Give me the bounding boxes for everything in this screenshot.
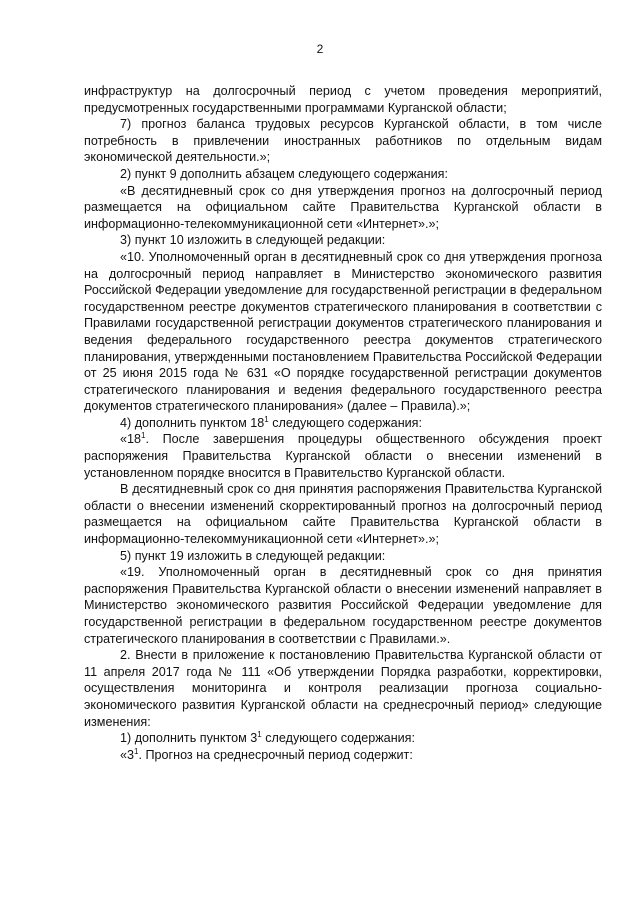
paragraph-quote-9: «В десятидневный срок со дня утверждения прогноз на долгосрочный период размещается на официальном сайте Правительства Курганской области в информационно-телекоммуникационной сети «Интернет».»; (84, 183, 602, 231)
superscript-index: 1 (257, 729, 262, 739)
paragraph-s2-amend-1 (84, 730, 602, 747)
paragraph-amend-4 (84, 415, 602, 432)
paragraph-section-2: 2. Внести в приложение к постановлению Правительства Курганской области от 11 апреля 2017 года № 111 «Об утверждении Порядка разработки, корректировки, осуществления мониторинга и контроля реализации прогноза социально-экономического развития Курганской области на среднесрочный период» следующие изменения: (84, 648, 602, 729)
superscript-index: 1 (264, 414, 269, 424)
paragraph-quote-10: «10. Уполномоченный орган в десятидневный срок со дня утверждения прогноза на долгосрочный период направляет в Министерство экономического развития Российской Федерации уведомление для государственной регистрации в федеральном государственном реестре документов стратегического планирования в соответствии с Правилами государственной регистрации документов стратегического планирования и ведения федерального государственного реестра документов стратегического планирования, утвержденными постановлением Правительства Российской Федерации от 25 июня 2015 года № 631 «О порядке государственной регистрации документов стратегического планирования и ведения федерального государственного реестра документов стратегического планирования» (далее – Правила).»; (84, 249, 602, 414)
paragraph-text-before: «18 (120, 432, 142, 447)
superscript-index: 1 (134, 746, 139, 756)
paragraph-quote-3-1 (84, 747, 602, 764)
paragraph-text-before: 1) дополнить пунктом 3 (120, 731, 258, 746)
paragraph-quote-19: «19. Уполномоченный орган в десятидневный срок со дня принятия распоряжения Правительства Курганской области о внесении изменений направляет в Министерство экономического развития Российской Федерации уведомление для государственной регистрации в федеральном государственном реестре документов стратегического планирования в соответствии с Правилами.». (84, 565, 602, 646)
paragraph-item-7: 7) прогноз баланса трудовых ресурсов Курганской области, в том числе потребность в привлечении иностранных работников по отдельным видам экономической деятельности.»; (84, 117, 602, 165)
superscript-index: 1 (141, 431, 146, 441)
paragraph-quote-18-1-b: В десятидневный срок со дня принятия распоряжения Правительства Курганской области о внесении изменений скорректированный прогноз на долгосрочный период размещается на официальном сайте Правительства Курганской области в информационно-телекоммуникационной сети «Интернет».»; (84, 482, 602, 547)
paragraph-quote-18-1 (84, 431, 602, 481)
paragraph-amend-3: 3) пункт 10 изложить в следующей редакции: (120, 233, 386, 248)
paragraph-cont-infrastructure: инфраструктур на долгосрочный период с учетом проведения мероприятий, предусмотренных государственными программами Курганской области; (84, 84, 602, 115)
paragraph-text-after: . После завершения процедуры общественного обсуждения проект распоряжения Правительства Курганской области о внесении изменений в установленном порядке вносится в Правительство Курганской области. (84, 432, 602, 480)
document-body (84, 83, 602, 763)
paragraph-text-after: следующего содержания: (268, 415, 422, 430)
paragraph-amend-5: 5) пункт 19 изложить в следующей редакции: (120, 548, 386, 563)
page-number: 2 (316, 42, 324, 56)
paragraph-text-after: следующего содержания: (261, 731, 415, 746)
paragraph-text-after: . Прогноз на среднесрочный период содержит: (138, 747, 413, 762)
paragraph-text-before: «3 (120, 747, 135, 762)
paragraph-text-before: 4) дополнить пунктом 18 (120, 415, 265, 430)
paragraph-amend-2: 2) пункт 9 дополнить абзацем следующего содержания: (120, 166, 448, 181)
